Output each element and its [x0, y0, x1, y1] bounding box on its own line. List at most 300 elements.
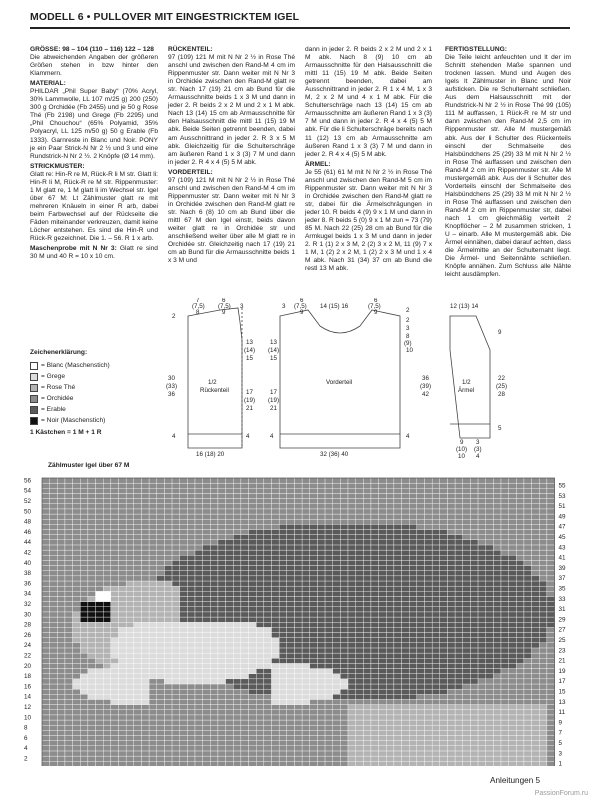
chart-cell [126, 643, 134, 648]
chart-cell [425, 679, 433, 684]
chart-cell [195, 674, 203, 679]
chart-cell [96, 761, 104, 766]
chart-cell [141, 483, 149, 488]
row-label-right: 21 [558, 657, 566, 665]
row-label-right: 49 [558, 513, 566, 521]
chart-cell [333, 499, 341, 504]
chart-cell [547, 679, 555, 684]
chart-cell [348, 504, 356, 509]
chart-cell [317, 710, 325, 715]
chart-cell [126, 483, 134, 488]
chart-cell [348, 530, 356, 535]
chart-cell [195, 725, 203, 730]
chart-cell [532, 612, 540, 617]
chart-cell [386, 602, 394, 607]
chart-cell [256, 679, 264, 684]
chart-cell [417, 756, 425, 761]
chart-cell [524, 694, 532, 699]
chart-cell [325, 674, 333, 679]
chart-cell [440, 638, 448, 643]
chart-cell [88, 627, 96, 632]
chart-cell [478, 658, 486, 663]
chart-cell [157, 643, 165, 648]
chart-cell [432, 699, 440, 704]
chart-cell [119, 720, 127, 725]
chart-cell [73, 499, 81, 504]
chart-cell [111, 586, 119, 591]
chart-cell [509, 566, 517, 571]
chart-cell [547, 483, 555, 488]
chart-cell [317, 730, 325, 735]
chart-cell [264, 710, 272, 715]
chart-cell [493, 519, 501, 524]
chart-cell [157, 571, 165, 576]
chart-cell [325, 524, 333, 529]
chart-cell [386, 658, 394, 663]
chart-cell [356, 478, 364, 483]
chart-cell [272, 720, 280, 725]
chart-cell [493, 699, 501, 704]
chart-cell [524, 756, 532, 761]
chart-cell [203, 710, 211, 715]
chart-cell [180, 555, 188, 560]
chart-cell [440, 633, 448, 638]
chart-cell [103, 643, 111, 648]
chart-cell [73, 715, 81, 720]
chart-cell [210, 514, 218, 519]
chart-cell [149, 694, 157, 699]
chart-cell [119, 519, 127, 524]
chart-cell [470, 540, 478, 545]
chart-cell [440, 643, 448, 648]
chart-cell [532, 499, 540, 504]
chart-cell [279, 720, 287, 725]
chart-cell [478, 679, 486, 684]
chart-cell [226, 694, 234, 699]
chart-cell [386, 710, 394, 715]
chart-cell [501, 586, 509, 591]
chart-cell [447, 705, 455, 710]
chart-cell [363, 509, 371, 514]
chart-cell [371, 751, 379, 756]
chart-cell [463, 705, 471, 710]
chart-cell [325, 669, 333, 674]
chart-cell [425, 550, 433, 555]
chart-cell [516, 684, 524, 689]
chart-cell [195, 602, 203, 607]
chart-cell [126, 705, 134, 710]
chart-cell [340, 648, 348, 653]
chart-cell [425, 535, 433, 540]
chart-cell [363, 622, 371, 627]
chart-cell [210, 648, 218, 653]
chart-cell [287, 555, 295, 560]
chart-cell [172, 684, 180, 689]
chart-cell [111, 699, 119, 704]
chart-cell [363, 530, 371, 535]
chart-cell [325, 705, 333, 710]
chart-cell [180, 756, 188, 761]
chart-cell [203, 725, 211, 730]
chart-cell [386, 509, 394, 514]
chart-cell [547, 550, 555, 555]
chart-cell [470, 684, 478, 689]
chart-cell [57, 493, 65, 498]
chart-cell [111, 730, 119, 735]
chart-cell [516, 638, 524, 643]
chart-cell [80, 689, 88, 694]
chart-cell [371, 483, 379, 488]
chart-cell [126, 540, 134, 545]
chart-cell [325, 586, 333, 591]
chart-cell [333, 663, 341, 668]
chart-cell [317, 596, 325, 601]
chart-cell [256, 674, 264, 679]
chart-cell [539, 653, 547, 658]
chart-cell [455, 761, 463, 766]
chart-cell [180, 622, 188, 627]
chart-cell [463, 638, 471, 643]
chart-cell [478, 720, 486, 725]
chart-cell [294, 674, 302, 679]
chart-cell [493, 488, 501, 493]
chart-cell [348, 751, 356, 756]
chart-cell [340, 736, 348, 741]
chart-cell [203, 694, 211, 699]
chart-cell [493, 602, 501, 607]
chart-cell [157, 596, 165, 601]
back-title: RÜCKENTEIL: [168, 46, 213, 53]
chart-cell [134, 555, 142, 560]
chart-cell [88, 643, 96, 648]
chart-cell [42, 478, 50, 483]
chart-cell [463, 622, 471, 627]
chart-cell [371, 607, 379, 612]
chart-cell [210, 669, 218, 674]
front-height-3: 42 [422, 391, 429, 398]
chart-cell [103, 689, 111, 694]
chart-cell [149, 571, 157, 576]
chart-cell [348, 653, 356, 658]
header-rule [30, 27, 570, 29]
chart-cell [134, 756, 142, 761]
chart-cell [516, 653, 524, 658]
chart-cell [402, 535, 410, 540]
chart-cell [486, 576, 494, 581]
chart-cell [218, 710, 226, 715]
chart-cell [356, 596, 364, 601]
chart-cell [340, 705, 348, 710]
chart-cell [141, 720, 149, 725]
chart-cell [226, 627, 234, 632]
schematic-diagrams [160, 298, 570, 458]
chart-cell [417, 669, 425, 674]
chart-cell [119, 756, 127, 761]
chart-cell [218, 643, 226, 648]
chart-cell [111, 581, 119, 586]
chart-cell [172, 633, 180, 638]
chart-cell [111, 555, 119, 560]
chart-cell [425, 622, 433, 627]
chart-cell [509, 519, 517, 524]
legend-swatch [30, 417, 38, 425]
chart-cell [134, 720, 142, 725]
chart-cell [249, 736, 257, 741]
chart-cell [264, 643, 272, 648]
chart-cell [363, 643, 371, 648]
chart-cell [463, 761, 471, 766]
chart-cell [386, 524, 394, 529]
chart-cell [478, 493, 486, 498]
chart-cell [164, 602, 172, 607]
chart-cell [455, 519, 463, 524]
chart-cell [210, 602, 218, 607]
front-top-right-3: 9 [374, 309, 378, 316]
chart-cell [103, 509, 111, 514]
chart-cell [180, 499, 188, 504]
chart-cell [425, 761, 433, 766]
chart-cell [203, 674, 211, 679]
chart-cell [203, 720, 211, 725]
chart-cell [516, 633, 524, 638]
chart-cell [96, 736, 104, 741]
chart-cell [287, 493, 295, 498]
chart-cell [447, 725, 455, 730]
chart-cell [226, 530, 234, 535]
chart-cell [126, 612, 134, 617]
chart-cell [425, 669, 433, 674]
chart-cell [164, 633, 172, 638]
chart-cell [226, 571, 234, 576]
chart-cell [164, 679, 172, 684]
chart-cell [126, 560, 134, 565]
chart-cell [218, 638, 226, 643]
chart-cell [509, 499, 517, 504]
chart-cell [532, 730, 540, 735]
chart-cell [272, 622, 280, 627]
legend-title: Zeichenerklärung: [30, 349, 88, 356]
chart-cell [310, 566, 318, 571]
back-arm-3: 15 [246, 355, 253, 362]
chart-cell [157, 648, 165, 653]
chart-cell [57, 674, 65, 679]
chart-cell [379, 493, 387, 498]
chart-cell [501, 648, 509, 653]
chart-cell [356, 751, 364, 756]
chart-cell [264, 540, 272, 545]
chart-cell [417, 566, 425, 571]
chart-cell [447, 627, 455, 632]
chart-cell [157, 725, 165, 730]
chart-cell [294, 524, 302, 529]
chart-cell [509, 627, 517, 632]
front-two: 2 [406, 307, 410, 314]
chart-cell [470, 596, 478, 601]
chart-cell [470, 571, 478, 576]
page-footer: Anleitungen 5 [490, 776, 541, 785]
chart-cell [279, 715, 287, 720]
chart-cell [402, 633, 410, 638]
chart-cell [279, 761, 287, 766]
chart-cell [532, 571, 540, 576]
chart-cell [119, 715, 127, 720]
chart-cell [256, 499, 264, 504]
chart-cell [394, 607, 402, 612]
chart-cell [164, 746, 172, 751]
chart-cell [233, 658, 241, 663]
chart-cell [294, 725, 302, 730]
chart-cell [256, 736, 264, 741]
chart-cell [172, 658, 180, 663]
chart-cell [447, 566, 455, 571]
chart-cell [509, 540, 517, 545]
chart-cell [141, 741, 149, 746]
chart-cell [42, 669, 50, 674]
front-neck-depth-3: 10 [406, 347, 413, 354]
chart-cell [88, 555, 96, 560]
legend-item-grege [30, 371, 160, 382]
chart-cell [371, 540, 379, 545]
chart-cell [111, 643, 119, 648]
chart-cell [272, 607, 280, 612]
chart-cell [96, 493, 104, 498]
chart-cell [218, 622, 226, 627]
chart-cell [88, 499, 96, 504]
chart-cell [172, 514, 180, 519]
chart-cell [272, 643, 280, 648]
chart-cell [493, 658, 501, 663]
chart-cell [402, 493, 410, 498]
chart-cell [455, 679, 463, 684]
chart-cell [241, 669, 249, 674]
chart-cell [539, 638, 547, 643]
chart-cell [524, 591, 532, 596]
chart-cell [348, 633, 356, 638]
chart-cell [88, 679, 96, 684]
chart-cell [310, 622, 318, 627]
chart-cell [218, 540, 226, 545]
chart-cell [294, 720, 302, 725]
chart-cell [50, 648, 58, 653]
chart-cell [264, 627, 272, 632]
chart-cell [478, 509, 486, 514]
chart-cell [272, 689, 280, 694]
chart-cell [501, 488, 509, 493]
chart-cell [440, 715, 448, 720]
chart-cell [417, 514, 425, 519]
chart-cell [73, 663, 81, 668]
chart-cell [447, 684, 455, 689]
chart-cell [42, 530, 50, 535]
chart-cell [88, 751, 96, 756]
chart-cell [294, 493, 302, 498]
chart-cell [210, 571, 218, 576]
chart-cell [111, 761, 119, 766]
chart-cell [363, 689, 371, 694]
chart-cell [96, 669, 104, 674]
chart-cell [325, 741, 333, 746]
chart-cell [425, 633, 433, 638]
chart-cell [88, 741, 96, 746]
chart-cell [516, 509, 524, 514]
chart-cell [164, 741, 172, 746]
chart-cell [463, 571, 471, 576]
chart-cell [394, 627, 402, 632]
chart-cell [294, 555, 302, 560]
chart-cell [42, 524, 50, 529]
chart-cell [348, 483, 356, 488]
chart-cell [42, 761, 50, 766]
chart-cell [386, 571, 394, 576]
chart-cell [73, 674, 81, 679]
chart-cell [57, 524, 65, 529]
chart-cell [409, 530, 417, 535]
row-label-left: 38 [24, 570, 32, 578]
chart-cell [501, 720, 509, 725]
chart-cell [402, 658, 410, 663]
chart-cell [371, 694, 379, 699]
chart-cell [88, 488, 96, 493]
chart-cell [141, 710, 149, 715]
chart-cell [241, 720, 249, 725]
chart-cell [371, 746, 379, 751]
chart-cell [218, 591, 226, 596]
chart-cell [386, 699, 394, 704]
chart-cell [302, 596, 310, 601]
row-label-left: 26 [24, 631, 32, 639]
chart-cell [325, 638, 333, 643]
chart-cell [279, 710, 287, 715]
chart-cell [493, 535, 501, 540]
chart-cell [325, 736, 333, 741]
chart-cell [134, 535, 142, 540]
chart-cell [417, 648, 425, 653]
chart-cell [532, 751, 540, 756]
chart-cell [524, 627, 532, 632]
chart-cell [348, 736, 356, 741]
chart-cell [493, 736, 501, 741]
chart-cell [402, 612, 410, 617]
chart-cell [317, 699, 325, 704]
chart-cell [501, 607, 509, 612]
chart-cell [317, 622, 325, 627]
chart-cell [164, 653, 172, 658]
row-label-left: 52 [24, 497, 32, 505]
chart-cell [264, 571, 272, 576]
chart-cell [302, 710, 310, 715]
chart-cell [149, 643, 157, 648]
chart-cell [287, 586, 295, 591]
chart-cell [302, 591, 310, 596]
chart-cell [65, 761, 73, 766]
chart-cell [371, 622, 379, 627]
chart-cell [402, 705, 410, 710]
chart-cell [126, 658, 134, 663]
chart-cell [417, 725, 425, 730]
chart-cell [310, 576, 318, 581]
chart-cell [279, 504, 287, 509]
chart-cell [80, 499, 88, 504]
chart-cell [249, 607, 257, 612]
chart-cell [96, 699, 104, 704]
chart-cell [172, 617, 180, 622]
chart-cell [432, 566, 440, 571]
chart-cell [187, 499, 195, 504]
chart-cell [272, 483, 280, 488]
chart-cell [287, 602, 295, 607]
chart-cell [203, 509, 211, 514]
chart-cell [157, 504, 165, 509]
